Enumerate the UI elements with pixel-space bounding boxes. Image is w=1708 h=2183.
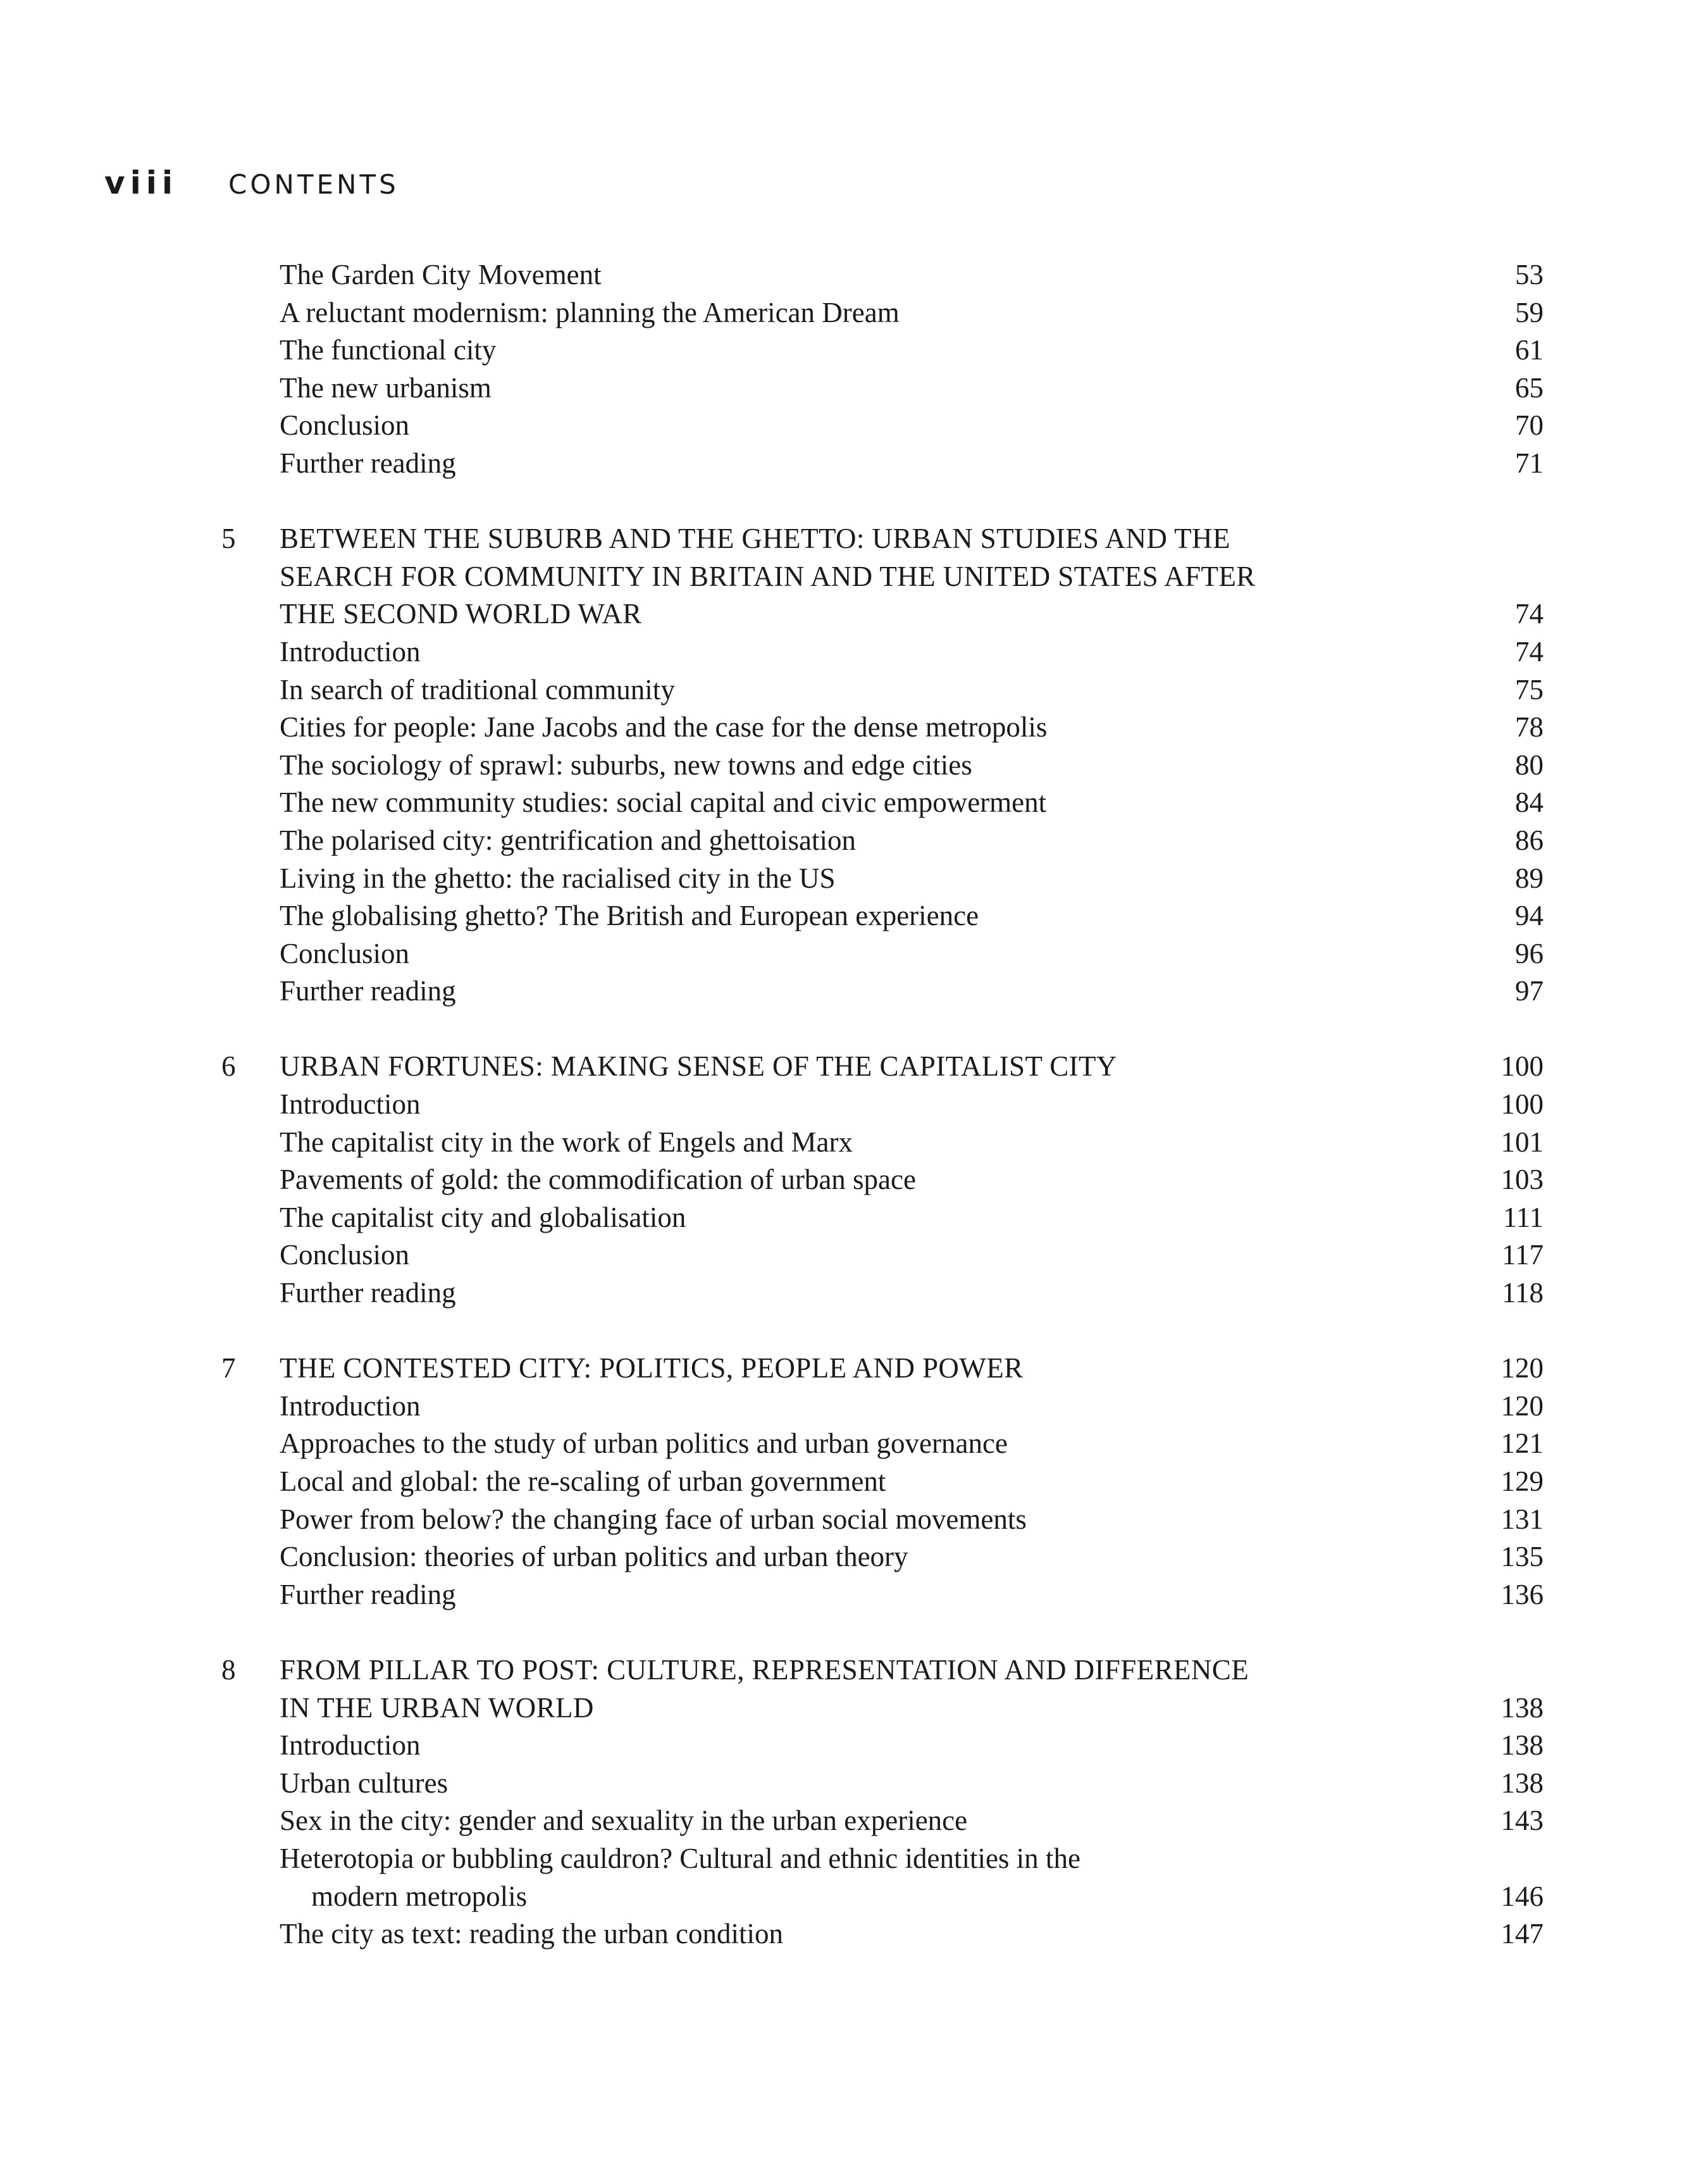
toc-entry — [0, 370, 1708, 407]
entry-title: Heterotopia or bubbling cauldron? Cultural and ethnic identities in the — [280, 1842, 1080, 1874]
toc-entry — [0, 822, 1708, 860]
page-folio: viii — [104, 165, 178, 201]
entry-title: Conclusion: theories of urban politics and urban theory — [280, 1541, 908, 1573]
page-number: 117 — [1502, 1239, 1544, 1271]
chapter-title: THE CONTESTED CITY: POLITICS, PEOPLE AND POWER — [280, 1352, 1024, 1384]
toc-entry — [0, 445, 1708, 483]
entry-title: modern metropolis — [311, 1880, 528, 1912]
page-number: 65 — [1515, 371, 1544, 404]
page-number: 78 — [1515, 711, 1544, 743]
toc-entry — [0, 294, 1708, 332]
page-number: 143 — [1501, 1805, 1544, 1837]
entry-title: The capitalist city in the work of Engels and Marx — [280, 1126, 853, 1158]
toc-entry — [0, 1236, 1708, 1274]
entry-title: Urban cultures — [280, 1767, 449, 1799]
entry-title: Further reading — [280, 447, 456, 479]
entry-title: In search of traditional community — [280, 673, 675, 706]
toc-chapter-line — [0, 1689, 1708, 1727]
toc-entry — [0, 1501, 1708, 1539]
toc-entry — [0, 784, 1708, 822]
page-number: 129 — [1501, 1465, 1544, 1497]
toc-entry — [0, 256, 1708, 294]
page-number: 136 — [1501, 1578, 1544, 1610]
page-number: 89 — [1515, 862, 1544, 894]
toc-entry — [0, 860, 1708, 898]
toc-entry — [0, 1538, 1708, 1576]
page-number: 121 — [1501, 1427, 1544, 1460]
toc-entry — [0, 1124, 1708, 1162]
page-number: 86 — [1515, 824, 1544, 856]
toc-entry — [0, 935, 1708, 973]
page-number: 146 — [1501, 1880, 1544, 1912]
page-number: 138 — [1501, 1691, 1544, 1724]
entry-title: The Garden City Movement — [280, 259, 602, 290]
chapter-title: BETWEEN THE SUBURB AND THE GHETTO: URBAN STUDIES AND THE — [280, 523, 1230, 555]
toc-entry — [0, 1576, 1708, 1614]
entry-title: The new community studies: social capital and civic empowerment — [280, 787, 1047, 819]
toc-entry — [0, 1086, 1708, 1124]
entry-title: The polarised city: gentrification and ghettoisation — [280, 824, 856, 856]
page-number: 138 — [1501, 1729, 1544, 1762]
page-number: 80 — [1515, 749, 1544, 781]
section-gap — [0, 1614, 1708, 1651]
page-number: 120 — [1501, 1390, 1544, 1422]
toc-chapter-line — [0, 595, 1708, 633]
entry-title: Cities for people: Jane Jacobs and the case for the dense metropolis — [280, 711, 1048, 743]
toc-entry — [0, 1802, 1708, 1840]
page-number: 75 — [1515, 673, 1544, 706]
toc-entry — [0, 407, 1708, 445]
page-number: 101 — [1501, 1126, 1544, 1158]
chapter-title: IN THE URBAN WORLD — [280, 1691, 594, 1724]
section-gap — [0, 1011, 1708, 1048]
entry-title: Further reading — [280, 1578, 456, 1610]
entry-title: The new urbanism — [280, 371, 492, 404]
toc-entry — [0, 332, 1708, 370]
entry-title: The city as text: reading the urban condition — [280, 1918, 784, 1950]
chapter-title: THE SECOND WORLD WAR — [280, 598, 642, 630]
toc-entry — [0, 1161, 1708, 1199]
toc-entry — [0, 747, 1708, 785]
entry-title: A reluctant modernism: planning the American Dream — [280, 296, 900, 328]
page-number: 147 — [1501, 1918, 1544, 1950]
page-number: 111 — [1502, 1201, 1544, 1233]
toc-chapter-line — [0, 1048, 1708, 1086]
page-number: 74 — [1515, 598, 1544, 630]
entry-title: Introduction — [280, 1390, 421, 1422]
entry-title: Introduction — [280, 1088, 421, 1121]
entry-title: Living in the ghetto: the racialised city in the US — [280, 862, 836, 894]
toc-chapter-line — [0, 558, 1708, 596]
toc-entry — [0, 973, 1708, 1011]
entry-title: Introduction — [280, 1729, 421, 1762]
chapter-number: 7 — [221, 1352, 236, 1384]
toc-entry — [0, 671, 1708, 709]
entry-title: Introduction — [280, 635, 421, 668]
page-number: 131 — [1501, 1503, 1544, 1535]
entry-title: Conclusion — [280, 937, 410, 969]
chapter-number: 8 — [221, 1653, 236, 1686]
section-gap — [0, 1312, 1708, 1350]
chapter-title: SEARCH FOR COMMUNITY IN BRITAIN AND THE UNITED STATES AFTER — [280, 560, 1256, 592]
page-number: 135 — [1501, 1541, 1544, 1573]
running-head — [104, 165, 399, 209]
toc-entry — [0, 1274, 1708, 1312]
entry-title: Local and global: the re-scaling of urban government — [280, 1465, 886, 1497]
toc-entry — [0, 1840, 1708, 1878]
entry-title: The globalising ghetto? The British and European experience — [280, 900, 979, 932]
page-number: 138 — [1501, 1767, 1544, 1799]
entry-title: Approaches to the study of urban politics and urban governance — [280, 1427, 1008, 1460]
page-number: 61 — [1515, 334, 1544, 366]
toc-entry — [0, 1199, 1708, 1237]
table-of-contents — [0, 256, 1708, 1953]
page-number: 94 — [1515, 900, 1544, 932]
toc-entry — [0, 709, 1708, 747]
entry-title: The sociology of sprawl: suburbs, new towns and edge cities — [280, 749, 972, 781]
entry-title: Further reading — [280, 975, 456, 1007]
page-number: 100 — [1501, 1050, 1544, 1083]
entry-title: Further reading — [280, 1277, 456, 1309]
page-number: 97 — [1515, 975, 1544, 1007]
chapter-title: URBAN FORTUNES: MAKING SENSE OF THE CAPITALIST CITY — [280, 1050, 1117, 1083]
toc-entry — [0, 897, 1708, 935]
page-number: 103 — [1501, 1164, 1544, 1196]
running-head-title: CONTENTS — [228, 169, 399, 200]
toc-chapter-line — [0, 520, 1708, 558]
toc-entry — [0, 1878, 1708, 1916]
page-number: 120 — [1501, 1352, 1544, 1384]
chapter-number: 6 — [221, 1050, 236, 1083]
toc-chapter-line — [0, 1651, 1708, 1689]
page-number: 59 — [1515, 296, 1544, 328]
toc-entry — [0, 1915, 1708, 1953]
page-number: 96 — [1515, 937, 1544, 969]
page-number: 71 — [1515, 447, 1544, 479]
chapter-title: FROM PILLAR TO POST: CULTURE, REPRESENTATION AND DIFFERENCE — [280, 1653, 1249, 1686]
toc-entry — [0, 1463, 1708, 1501]
toc-entry — [0, 633, 1708, 671]
toc-chapter-line — [0, 1350, 1708, 1388]
toc-entry — [0, 1765, 1708, 1803]
page-number: 100 — [1501, 1088, 1544, 1121]
entry-title: The functional city — [280, 334, 497, 366]
page-number: 118 — [1502, 1277, 1544, 1309]
entry-title: Conclusion — [280, 1239, 410, 1271]
chapter-number: 5 — [221, 523, 236, 555]
page-number: 74 — [1515, 635, 1544, 668]
section-gap — [0, 483, 1708, 521]
entry-title: Conclusion — [280, 409, 410, 442]
page-number: 53 — [1515, 259, 1544, 290]
toc-entry — [0, 1388, 1708, 1426]
entry-title: Power from below? the changing face of urban social movements — [280, 1503, 1027, 1535]
entry-title: Sex in the city: gender and sexuality in the urban experience — [280, 1805, 968, 1837]
entry-title: Pavements of gold: the commodification of urban space — [280, 1164, 916, 1196]
page-number: 70 — [1515, 409, 1544, 442]
page-number: 84 — [1515, 787, 1544, 819]
entry-title: The capitalist city and globalisation — [280, 1201, 686, 1233]
toc-entry — [0, 1425, 1708, 1463]
toc-entry — [0, 1727, 1708, 1765]
